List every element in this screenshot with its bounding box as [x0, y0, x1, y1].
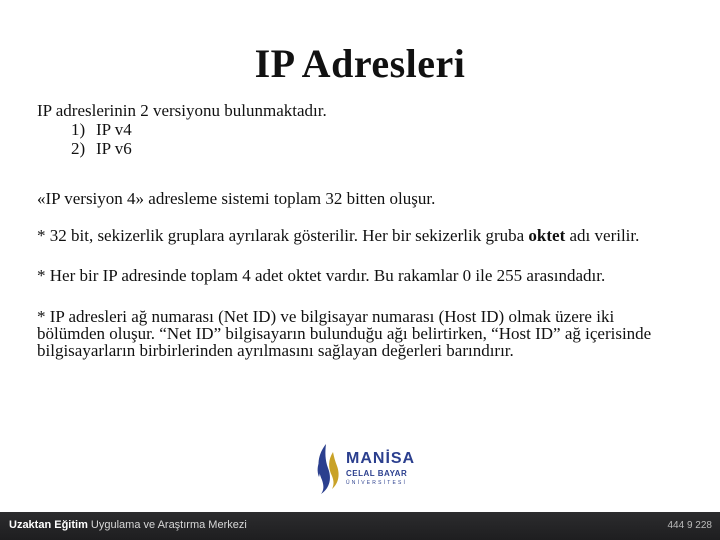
university-logo	[312, 440, 422, 498]
footer-brand: Uzaktan Eğitim	[9, 519, 88, 531]
paragraph-octet	[37, 226, 677, 245]
footer-bar	[0, 512, 720, 540]
logo-name: MANİSA	[346, 450, 416, 467]
logo-subtitle: CELAL BAYAR	[346, 469, 408, 478]
slide-content	[37, 101, 677, 359]
list-item-number: 1)	[71, 120, 86, 139]
list-item	[71, 120, 677, 139]
list-item-number: 2)	[71, 139, 86, 158]
footer-title	[9, 519, 247, 531]
paragraph-octet-range: * Her bir IP adresinde toplam 4 adet oktet vardır. Bu rakamlar 0 ile 255 arasındadır.	[37, 266, 606, 285]
list-item	[71, 139, 677, 158]
paragraph-net-host-id: * IP adresleri ağ numarası (Net ID) ve bilgisayar numarası (Host ID) olmak üzere iki bölümden oluşur. “Net ID” bilgisayarın bulunduğu ağı belirtirken, “Host ID” ağ içerisinde bilgisayarların birbirlerinden ayrılmasını sağlayan değerleri barındırır.	[37, 307, 652, 360]
paragraph-octet-before: * 32 bit, sekizerlik gruplara ayrılarak gösterilir. Her bir sekizerlik gruba	[37, 226, 529, 245]
footer-phone: 444 9 228	[667, 520, 712, 531]
university-flame-logo-icon	[312, 440, 342, 496]
list-item-label: IP v4	[96, 120, 132, 139]
intro-text: IP adreslerinin 2 versiyonu bulunmaktadır.	[37, 101, 327, 120]
paragraph-ipv4: «IP versiyon 4» adresleme sistemi toplam 32 bitten oluşur.	[37, 189, 436, 208]
footer-subtitle: Uygulama ve Araştırma Merkezi	[90, 519, 247, 531]
octet-keyword: oktet	[528, 226, 566, 245]
version-list	[37, 120, 677, 158]
paragraph-octet-after: adı verilir.	[565, 226, 640, 245]
logo-university-label: ÜNİVERSİTESİ	[346, 480, 408, 486]
list-item-label: IP v6	[96, 139, 132, 158]
slide-title: IP Adresleri	[254, 41, 466, 86]
